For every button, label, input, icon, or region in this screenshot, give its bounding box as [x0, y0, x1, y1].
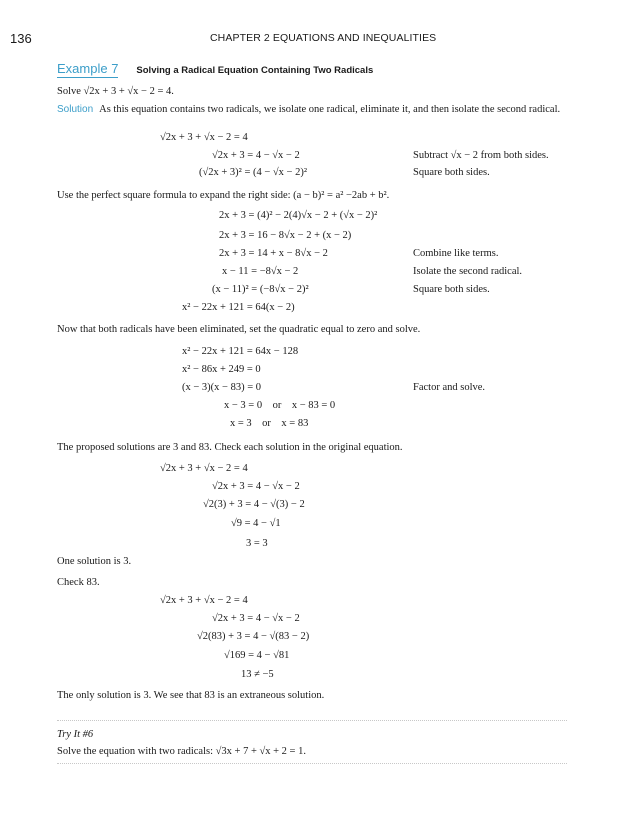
- check-step: √2(3) + 3 = 4 − √(3) − 2: [203, 499, 305, 510]
- equation-step: 2x + 3 = (4)² − 2(4)√x − 2 + (√x − 2)²: [219, 210, 378, 221]
- expand-instruction: Use the perfect square formula to expand the right side: (a − b)² = a² −2ab + b².: [57, 190, 390, 201]
- check-step: √9 = 4 − √1: [231, 518, 281, 529]
- equation-step: x² − 86x + 249 = 0: [182, 364, 261, 375]
- check-step: 3 = 3: [246, 538, 268, 549]
- equation-step: (x − 11)² = (−8√x − 2)²: [212, 284, 309, 295]
- step-note: Square both sides.: [413, 284, 490, 295]
- step-note: Subtract √x − 2 from both sides.: [413, 150, 549, 161]
- conclusion-text: The only solution is 3. We see that 83 is an extraneous solution.: [57, 690, 325, 701]
- check-step: √2x + 3 + √x − 2 = 4: [160, 463, 248, 474]
- check-instruction: The proposed solutions are 3 and 83. Check each solution in the original equation.: [57, 442, 403, 453]
- try-it-top-rule: [57, 720, 567, 721]
- solution-text: As this equation contains two radicals, we isolate one radical, eliminate it, and then isolate the second radical.: [99, 104, 561, 115]
- page-number: 136: [10, 31, 32, 46]
- equation-step: x² − 22x + 121 = 64(x − 2): [182, 302, 295, 313]
- example-label: Example 7: [57, 61, 119, 76]
- check-step: √2x + 3 + √x − 2 = 4: [160, 595, 248, 606]
- equation-step: 2x + 3 = 14 + x − 8√x − 2: [219, 248, 328, 259]
- quadratic-instruction: Now that both radicals have been eliminated, set the quadratic equal to zero and solve.: [57, 324, 421, 335]
- check-step: √2x + 3 = 4 − √x − 2: [212, 481, 300, 492]
- example-title: Solving a Radical Equation Containing Two Radicals: [136, 65, 374, 76]
- step-note: Factor and solve.: [413, 382, 486, 393]
- one-solution-text: One solution is 3.: [57, 556, 132, 567]
- try-it-text: Solve the equation with two radicals: √3x + 7 + √x + 2 = 1.: [57, 746, 306, 757]
- try-it-label: Try It #6: [57, 729, 94, 740]
- check-step: √169 = 4 − √81: [224, 650, 290, 661]
- check-step: √2x + 3 = 4 − √x − 2: [212, 613, 300, 624]
- equation-step: (√2x + 3)² = (4 − √x − 2)²: [199, 167, 307, 178]
- solution-paragraph: [57, 102, 567, 117]
- equation-step: (x − 3)(x − 83) = 0: [182, 382, 262, 393]
- step-note: Combine like terms.: [413, 248, 499, 259]
- page-header: [10, 31, 610, 47]
- equation-step: x² − 22x + 121 = 64x − 128: [182, 346, 299, 357]
- equation-step: 2x + 3 = 16 − 8√x − 2 + (x − 2): [219, 230, 352, 241]
- equation-step: √2x + 3 + √x − 2 = 4: [160, 132, 248, 143]
- step-note: Square both sides.: [413, 167, 490, 178]
- check-step: √2(83) + 3 = 4 − √(83 − 2): [197, 631, 310, 642]
- equation-step: x − 3 = 0 or x − 83 = 0: [224, 400, 336, 411]
- check-step: 13 ≠ −5: [241, 669, 274, 680]
- equation-step: √2x + 3 = 4 − √x − 2: [212, 150, 300, 161]
- equation-step: x = 3 or x = 83: [230, 418, 309, 429]
- example-heading: [57, 60, 373, 78]
- check-83-text: Check 83.: [57, 577, 100, 588]
- problem-statement: Solve √2x + 3 + √x − 2 = 4.: [57, 86, 174, 97]
- step-note: Isolate the second radical.: [413, 266, 523, 277]
- try-it-bottom-rule: [57, 763, 567, 764]
- equation-step: x − 11 = −8√x − 2: [222, 266, 299, 277]
- solution-label: Solution: [57, 104, 94, 115]
- chapter-title: CHAPTER 2 EQUATIONS AND INEQUALITIES: [210, 32, 437, 44]
